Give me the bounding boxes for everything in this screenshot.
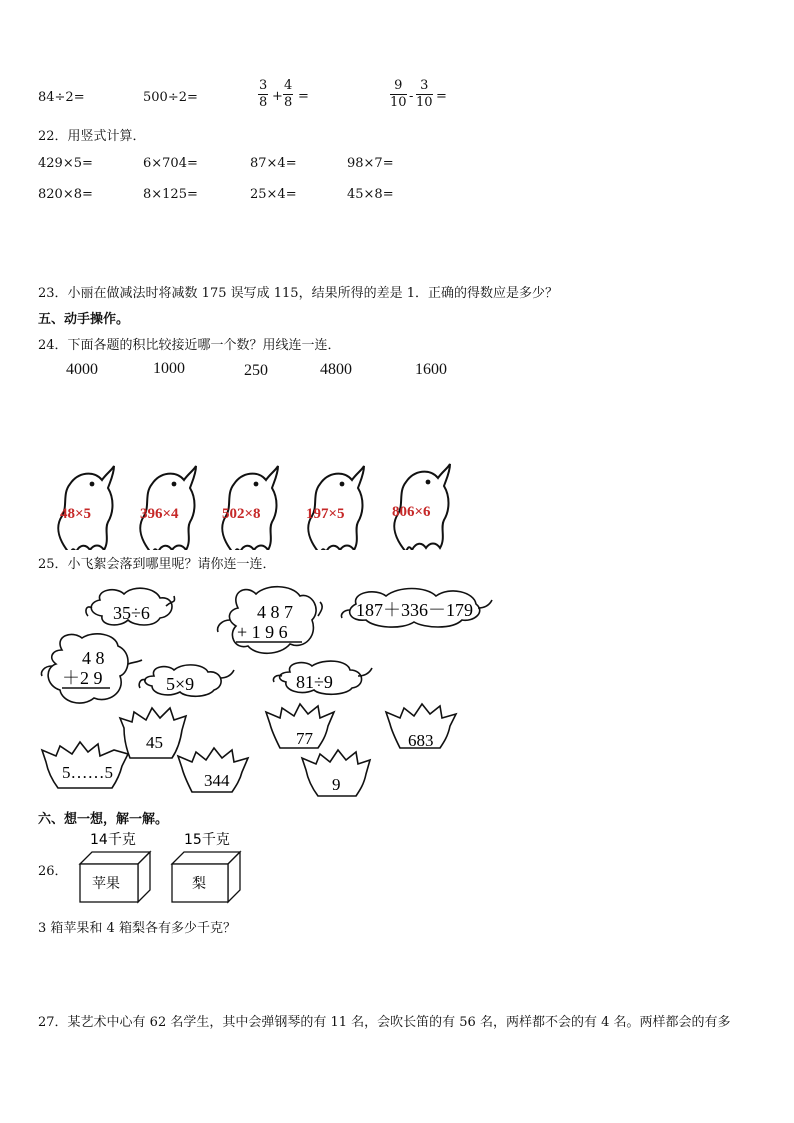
svg-text:344: 344 <box>204 771 230 790</box>
box2-label: 梨 <box>192 876 206 892</box>
question-22-title: 22．用竖式计算． <box>38 129 146 144</box>
ghost-label: 502×8 <box>222 506 261 522</box>
box2-weight: 15千克 <box>184 832 230 848</box>
calc-item: 87×4= <box>250 156 297 171</box>
cloud-5times9 <box>139 665 234 696</box>
calc-item: 6×704= <box>143 156 198 171</box>
svg-text:+ 1 9 6: + 1 9 6 <box>237 622 288 642</box>
problem-500div2: 500÷2= <box>143 90 198 105</box>
svg-text:683: 683 <box>408 731 434 750</box>
apple-box <box>80 852 150 902</box>
question-27: 27．某艺术中心有 62 名学生，其中会弹钢琴的有 11 名，会吹长笛的有 56 名，两样都不会的有 4 名。两样都会的有多 <box>38 1015 731 1030</box>
svg-text:5……5: 5……5 <box>62 763 113 782</box>
cloud-487plus196 <box>218 587 323 654</box>
target-number: 1000 <box>153 360 185 377</box>
calc-item: 820×8= <box>38 187 93 202</box>
ghost-5 <box>392 464 450 550</box>
section-6-heading: 六、想一想，解一解。 <box>38 812 169 827</box>
fraction-3-8: $\frac{3}{8}$ <box>259 78 268 110</box>
target-number: 250 <box>244 362 268 379</box>
cloud-81div9 <box>273 661 372 694</box>
svg-text:45: 45 <box>146 733 163 752</box>
ghost-4 <box>306 466 364 550</box>
question-26-number: 26． <box>38 864 68 879</box>
grass-77 <box>266 704 334 748</box>
ghost-label: 806×6 <box>392 504 431 520</box>
box1-weight: 14千克 <box>90 832 136 848</box>
pear-box <box>172 852 240 902</box>
calc-item: 25×4= <box>250 187 297 202</box>
svg-text:187＋336－179: 187＋336－179 <box>356 600 473 620</box>
grass-683 <box>386 704 456 750</box>
question-26-text: 3 箱苹果和 4 箱梨各有多少千克？ <box>38 921 236 936</box>
calc-item: 45×8= <box>347 187 394 202</box>
question-25-title: 25．小飞絮会落到哪里呢？请你连一连． <box>38 557 276 572</box>
ghost-label: 396×4 <box>140 506 179 522</box>
calc-item: 429×5= <box>38 156 93 171</box>
question-23: 23．小丽在做减法时将减数 175 误写成 115，结果所得的差是 1．正确的得数应是多少？ <box>38 286 558 301</box>
ghost-2 <box>140 466 196 550</box>
grass-45 <box>120 708 186 758</box>
ghost-label: 197×5 <box>306 506 345 522</box>
fraction-9-10: $\frac{9}{10}$ <box>390 78 407 110</box>
grass-9 <box>302 750 370 796</box>
ghost-label: 48×5 <box>60 506 92 522</box>
svg-text:35÷6: 35÷6 <box>113 603 150 623</box>
svg-text:81÷9: 81÷9 <box>296 672 333 692</box>
ghost-3 <box>222 466 278 550</box>
boxes-illustration <box>70 828 260 908</box>
calc-item: 8×125= <box>143 187 198 202</box>
cloud-35div6 <box>86 588 175 625</box>
cloud-48plus29 <box>41 634 142 703</box>
cloud-187plus336minus179 <box>341 589 492 628</box>
calc-item: 98×7= <box>347 156 394 171</box>
svg-text:77: 77 <box>296 729 313 748</box>
section-5-heading: 五、动手操作。 <box>38 312 130 327</box>
ghost-1 <box>58 466 114 550</box>
fraction-4-8: $\frac{4}{8}$ <box>284 78 293 110</box>
problem-84div2: 84÷2= <box>38 90 85 105</box>
target-number: 1600 <box>415 361 447 378</box>
svg-text:9: 9 <box>332 775 341 794</box>
grass-5r5 <box>42 742 128 788</box>
svg-text:4 8 7: 4 8 7 <box>257 602 293 622</box>
fraction-3-10: $\frac{3}{10}$ <box>416 78 433 110</box>
svg-text:4 8: 4 8 <box>82 648 105 668</box>
box1-label: 苹果 <box>92 876 120 892</box>
svg-text:＋2 9: ＋2 9 <box>62 668 103 688</box>
grass-344 <box>178 748 248 792</box>
fluff-grass-diagram <box>0 580 794 800</box>
ghost-row <box>0 460 794 550</box>
question-24-title: 24．下面各题的积比较接近哪一个数？用线连一连． <box>38 338 341 353</box>
target-number: 4000 <box>66 361 98 378</box>
target-number: 4800 <box>320 361 352 378</box>
svg-text:5×9: 5×9 <box>166 674 195 694</box>
